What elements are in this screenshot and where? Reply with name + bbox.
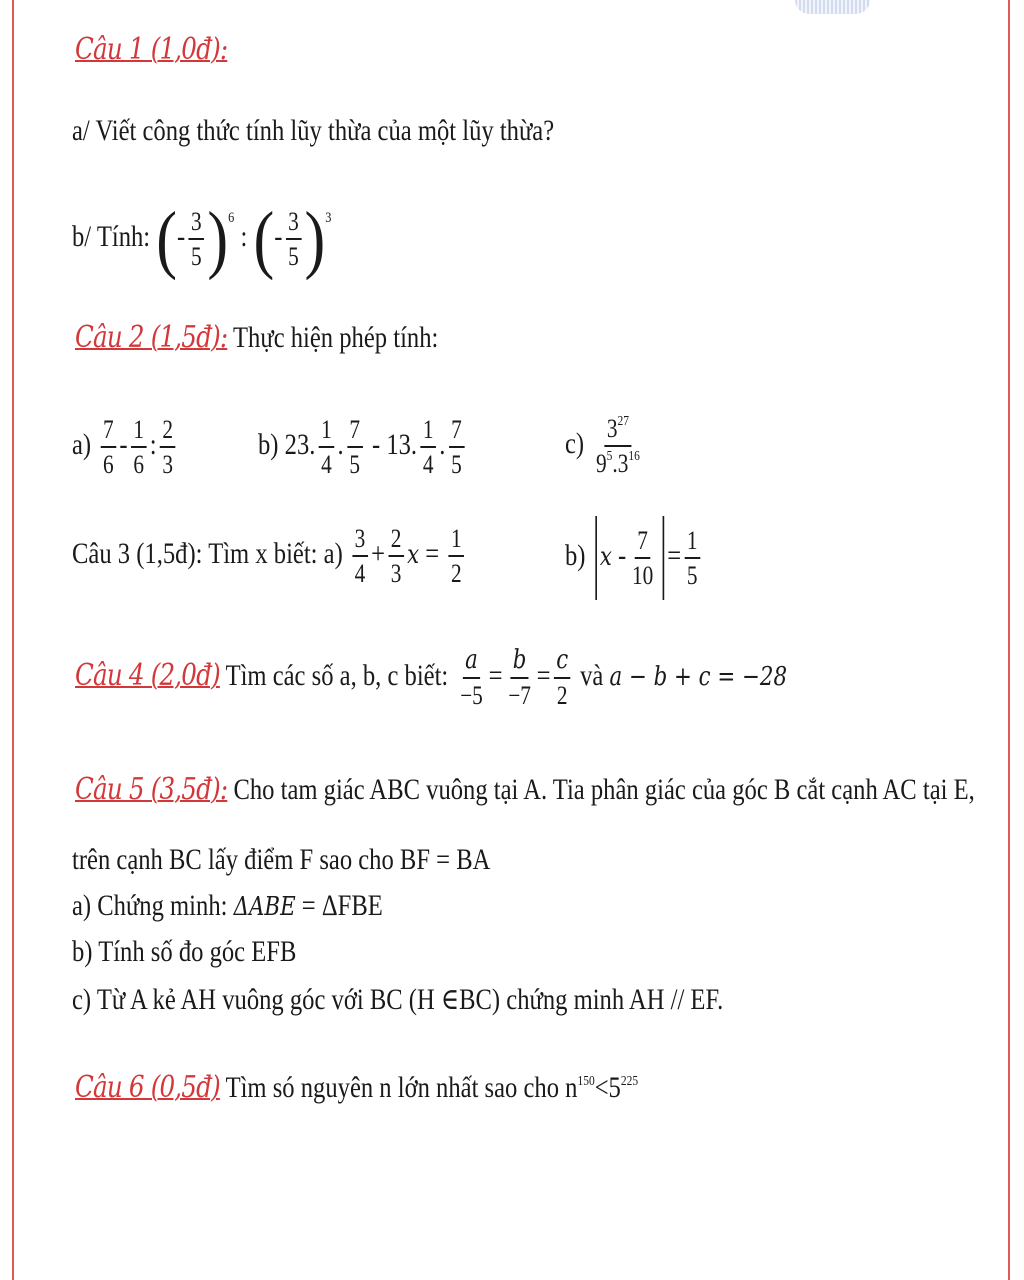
q1-fraction-1: $\frac{3}{5}$ (189, 208, 205, 271)
q5-line-2-row (72, 836, 490, 884)
q1-b-label: b/ Tính: (72, 220, 151, 253)
q6-heading: Câu 6 (0,5đ) (75, 1070, 220, 1105)
q5-part-c: c) Từ A kẻ AH vuông góc với BC (H ∈BC) chứng minh AH // EF. (72, 983, 724, 1016)
q2-part-b: b) 23. $\frac{1}{4}$ . $\frac{7}{5}$ - 13. $\frac{1}{4}$ . $\frac{7}{5}$ (258, 400, 468, 490)
q2-part-c: c) $\frac{3^{27}}{9^5.3^{16}}$ (565, 396, 646, 492)
q2-intro: Thực hiện phép tính: (233, 321, 439, 354)
q2-c-fraction: $\frac{3^{27}}{9^5.3^{16}}$ (596, 413, 640, 479)
q2-b-frac-2: $\frac{7}{5}$ (347, 416, 363, 479)
q2-b-frac-4: $\frac{7}{5}$ (449, 416, 465, 479)
q1-part-b: b/ Tính: (- $\frac{3}{5}$ )$^6$ : (- $\frac{3}{5}$ )$^3$ (72, 197, 332, 282)
q4-expression: a − b + c = −28 (609, 662, 788, 692)
q3-part-b: b) x - $\frac{7}{10}$ = $\frac{1}{5}$ (565, 508, 703, 604)
abs-bar-right (662, 516, 664, 600)
q6-row: Câu 6 (0,5đ) Tìm só nguyên n lớn nhất sao cho $n^{150}<5^{225}$ (75, 1070, 639, 1105)
q3-part-a: Câu 3 (1,5đ): Tìm x biết: a) $\frac{3}{4}$ + $\frac{2}{3}$ x = $\frac{1}{2}$ (72, 508, 467, 600)
q2-heading: Câu 2 (1,5đ): (75, 320, 228, 355)
q3-a-frac-1: $\frac{3}{4}$ (352, 525, 368, 588)
q4-intro: Tìm các số a, b, c biết: (225, 659, 449, 692)
q2-b-frac-3: $\frac{1}{4}$ (420, 416, 436, 479)
q4-frac-a: $\frac{a}{-5}$ (460, 644, 483, 711)
abs-bar-left (595, 516, 597, 600)
q2-b-frac-1: $\frac{1}{4}$ (319, 416, 335, 479)
q1-exp-2: 3 (325, 210, 332, 226)
q1-exp-1: 6 (228, 210, 235, 226)
q2-a-frac-3: $\frac{2}{3}$ (160, 416, 176, 479)
q5-part-a: a) Chứng minh: ΔABE = ΔFBE (72, 889, 383, 922)
page-border-left (12, 0, 14, 1280)
q1-a-text: a/ Viết công thức tính lũy thừa của một lũy thừa? (72, 114, 555, 147)
q3-b-frac-2: $\frac{1}{5}$ (684, 527, 700, 590)
q2-part-a: a) $\frac{7}{6}$ - $\frac{1}{6}$ : $\frac{2}{3}$ (72, 400, 179, 490)
q4-heading: Câu 4 (2,0đ) (75, 658, 220, 693)
q3-a-frac-2: $\frac{2}{3}$ (388, 525, 404, 588)
q3-a-frac-3: $\frac{1}{2}$ (449, 525, 465, 588)
q1-fraction-2: $\frac{3}{5}$ (286, 208, 302, 271)
decoration-top (795, 0, 870, 14)
q5-line-1: Cho tam giác ABC vuông tại A. Tia phân giác của góc B cắt cạnh AC tại E, (233, 773, 975, 806)
q2-row (75, 310, 438, 366)
q5-heading: Câu 5 (3,5đ): (75, 772, 228, 807)
q3-b-frac-1: $\frac{7}{10}$ (631, 525, 654, 591)
q3-label: Câu 3 (1,5đ): Tìm x biết: a) (72, 537, 343, 570)
page-border-right (1008, 0, 1010, 1280)
q4-row: Câu 4 (2,0đ) Tìm các số a, b, c biết: $\frac{a}{-5}$ = $\frac{b}{-7}$ = $\frac{c}{2}$ và a − b + c = −28 (75, 644, 788, 711)
q5-line-2: trên cạnh BC lấy điểm F sao cho BF = BA (72, 843, 491, 876)
q2-a-frac-2: $\frac{1}{6}$ (131, 416, 147, 479)
q2-a-frac-1: $\frac{7}{6}$ (101, 416, 117, 479)
q1-row (75, 22, 227, 78)
q6-intro: Tìm só nguyên n lớn nhất sao cho n (225, 1071, 578, 1104)
q5-row (75, 762, 975, 818)
q5-part-b: b) Tính số đo góc EFB (72, 935, 297, 968)
q1-heading: Câu 1 (1,0đ): (75, 32, 228, 67)
q4-frac-c: $\frac{c}{2}$ (554, 647, 571, 710)
q4-frac-b: $\frac{b}{-7}$ (508, 644, 531, 711)
q1-part-a (72, 106, 554, 156)
